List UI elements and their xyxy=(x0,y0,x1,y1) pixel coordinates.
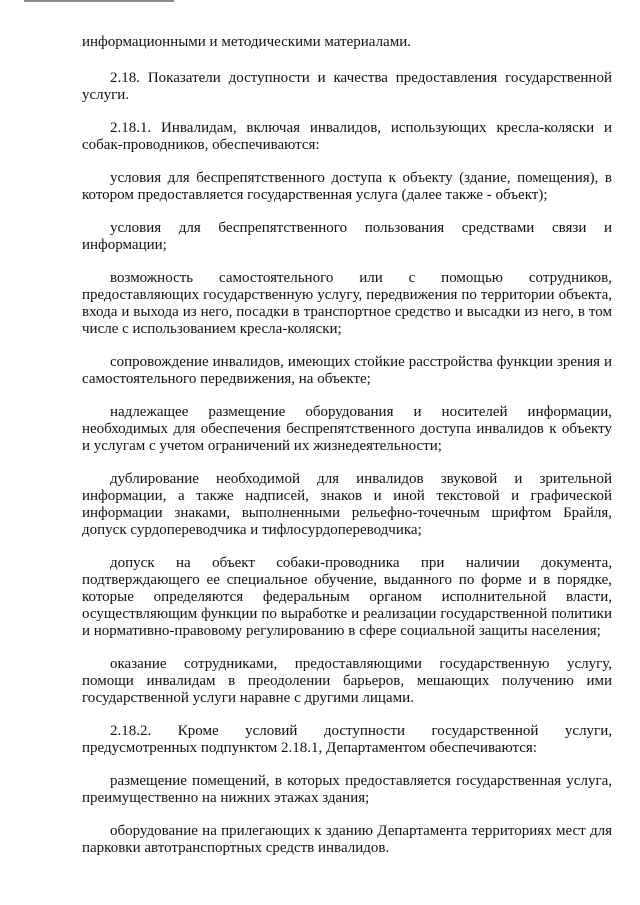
list-item: допуск на объект собаки-проводника при наличии документа, подтверждающего ее специальное обучение, выданного по форме и в порядке, которые определяются федеральным органом исполнительной власти, осуществляющим функции по выработке и реализации государственной политики и нормативно-правовому регулированию в сфере социальной защиты населения; xyxy=(82,555,612,639)
list-item: оказание сотрудниками, предоставляющими государственную услугу, помощи инвалидам в преодолении барьеров, мешающих получению ими государственной услуги наравне с другими лицами. xyxy=(82,656,612,706)
section-2-18-heading: 2.18. Показатели доступности и качества предоставления государственной услуги. xyxy=(82,70,612,103)
section-2-18-2: 2.18.2. Кроме условий доступности государственной услуги, предусмотренных подпунктом 2.18.1, Департаментом обеспечиваются: xyxy=(82,723,612,756)
list-item: оборудование на прилегающих к зданию Департамента территориях мест для парковки автотранспортных средств инвалидов. xyxy=(82,823,612,856)
list-item: надлежащее размещение оборудования и носителей информации, необходимых для обеспечения беспрепятственного доступа инвалидов к объекту и услугам с учетом ограничений их жизнедеятельности; xyxy=(82,404,612,454)
list-item: сопровождение инвалидов, имеющих стойкие расстройства функции зрения и самостоятельного передвижения, на объекте; xyxy=(82,354,612,387)
list-item: дублирование необходимой для инвалидов звуковой и зрительной информации, а также надписей, знаков и иной текстовой и графической информации знаками, выполненными рельефно-точечным шрифтом Брайля, допуск сурдопереводчика и тифлосурдопереводчика; xyxy=(82,471,612,538)
list-item: возможность самостоятельного или с помощью сотрудников, предоставляющих государственную услугу, передвижения по территории объекта, входа и выхода из него, посадки в транспортное средство и высадки из него, в том числе с использованием кресла-коляски; xyxy=(82,270,612,337)
paragraph-continuation: информационными и методическими материалами. xyxy=(82,34,411,50)
list-item: условия для беспрепятственного доступа к объекту (здание, помещения), в котором предоставляется государственная услуга (далее также - объект); xyxy=(82,170,612,203)
section-2-18-1: 2.18.1. Инвалидам, включая инвалидов, использующих кресла-коляски и собак-проводников, обеспечиваются: xyxy=(82,120,612,153)
document-page xyxy=(82,34,612,873)
list-item: размещение помещений, в которых предоставляется государственная услуга, преимущественно на нижних этажах здания; xyxy=(82,773,612,806)
scan-artifact-line xyxy=(24,0,174,2)
list-item: условия для беспрепятственного пользования средствами связи и информации; xyxy=(82,220,612,253)
